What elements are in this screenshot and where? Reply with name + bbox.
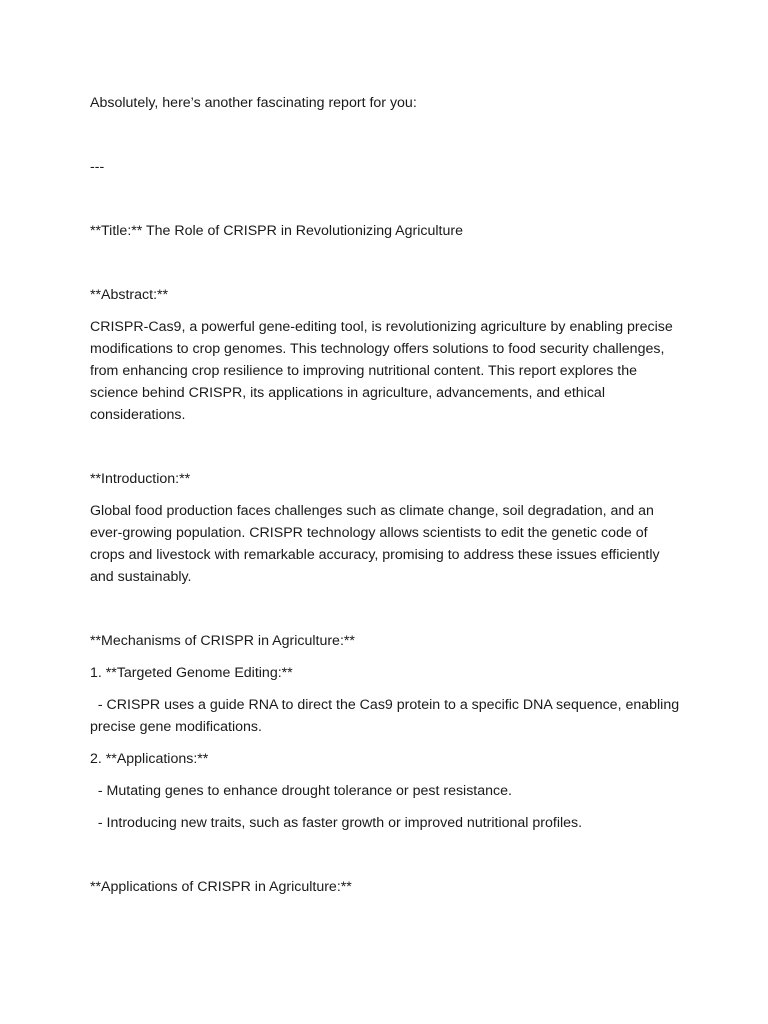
document-body: [90, 92, 684, 898]
mechanisms-heading: **Mechanisms of CRISPR in Agriculture:**: [90, 633, 355, 649]
introduction-body: Global food production faces challenges such as climate change, soil degradation, and an ever-growing population. CRISPR technology allows scientists to edit the genetic code of crops and livestock with remarkable accuracy, promising to address these issues efficiently and sustainably.: [90, 503, 664, 585]
spacer: [90, 652, 680, 662]
mechanism-2-bullet-1: - Mutating genes to enhance drought tolerance or pest resistance.: [90, 783, 512, 799]
spacer: [90, 426, 680, 468]
spacer: [90, 770, 680, 780]
separator-line: ---: [90, 159, 105, 175]
intro-paragraph: Absolutely, here’s another fascinating report for you:: [90, 95, 417, 111]
mechanism-1-heading: 1. **Targeted Genome Editing:**: [90, 665, 293, 681]
applications-heading: **Applications of CRISPR in Agriculture:**: [90, 879, 352, 895]
spacer: [90, 738, 680, 748]
spacer: [90, 684, 680, 694]
spacer: [90, 802, 680, 812]
mechanism-2-bullet-2: - Introducing new traits, such as faster growth or improved nutritional profiles.: [90, 815, 583, 831]
title-line: **Title:** The Role of CRISPR in Revolutionizing Agriculture: [90, 223, 463, 239]
spacer: [90, 490, 680, 500]
spacer: [90, 178, 680, 220]
introduction-heading: **Introduction:**: [90, 471, 191, 487]
spacer: [90, 306, 680, 316]
spacer: [90, 242, 680, 284]
spacer: [90, 114, 680, 156]
spacer: [90, 588, 680, 630]
mechanism-1-bullet: - CRISPR uses a guide RNA to direct the Cas9 protein to a specific DNA sequence, enabling precise gene modifications.: [90, 697, 684, 735]
abstract-body: CRISPR-Cas9, a powerful gene-editing tool, is revolutionizing agriculture by enabling precise modifications to crop genomes. This technology offers solutions to food security challenges, from enhancing crop resilience to improving nutritional content. This report explores the science behind CRISPR, its applications in agriculture, advancements, and ethical considerations.: [90, 319, 677, 423]
spacer: [90, 834, 680, 876]
mechanism-2-heading: 2. **Applications:**: [90, 751, 209, 767]
abstract-heading: **Abstract:**: [90, 287, 169, 303]
